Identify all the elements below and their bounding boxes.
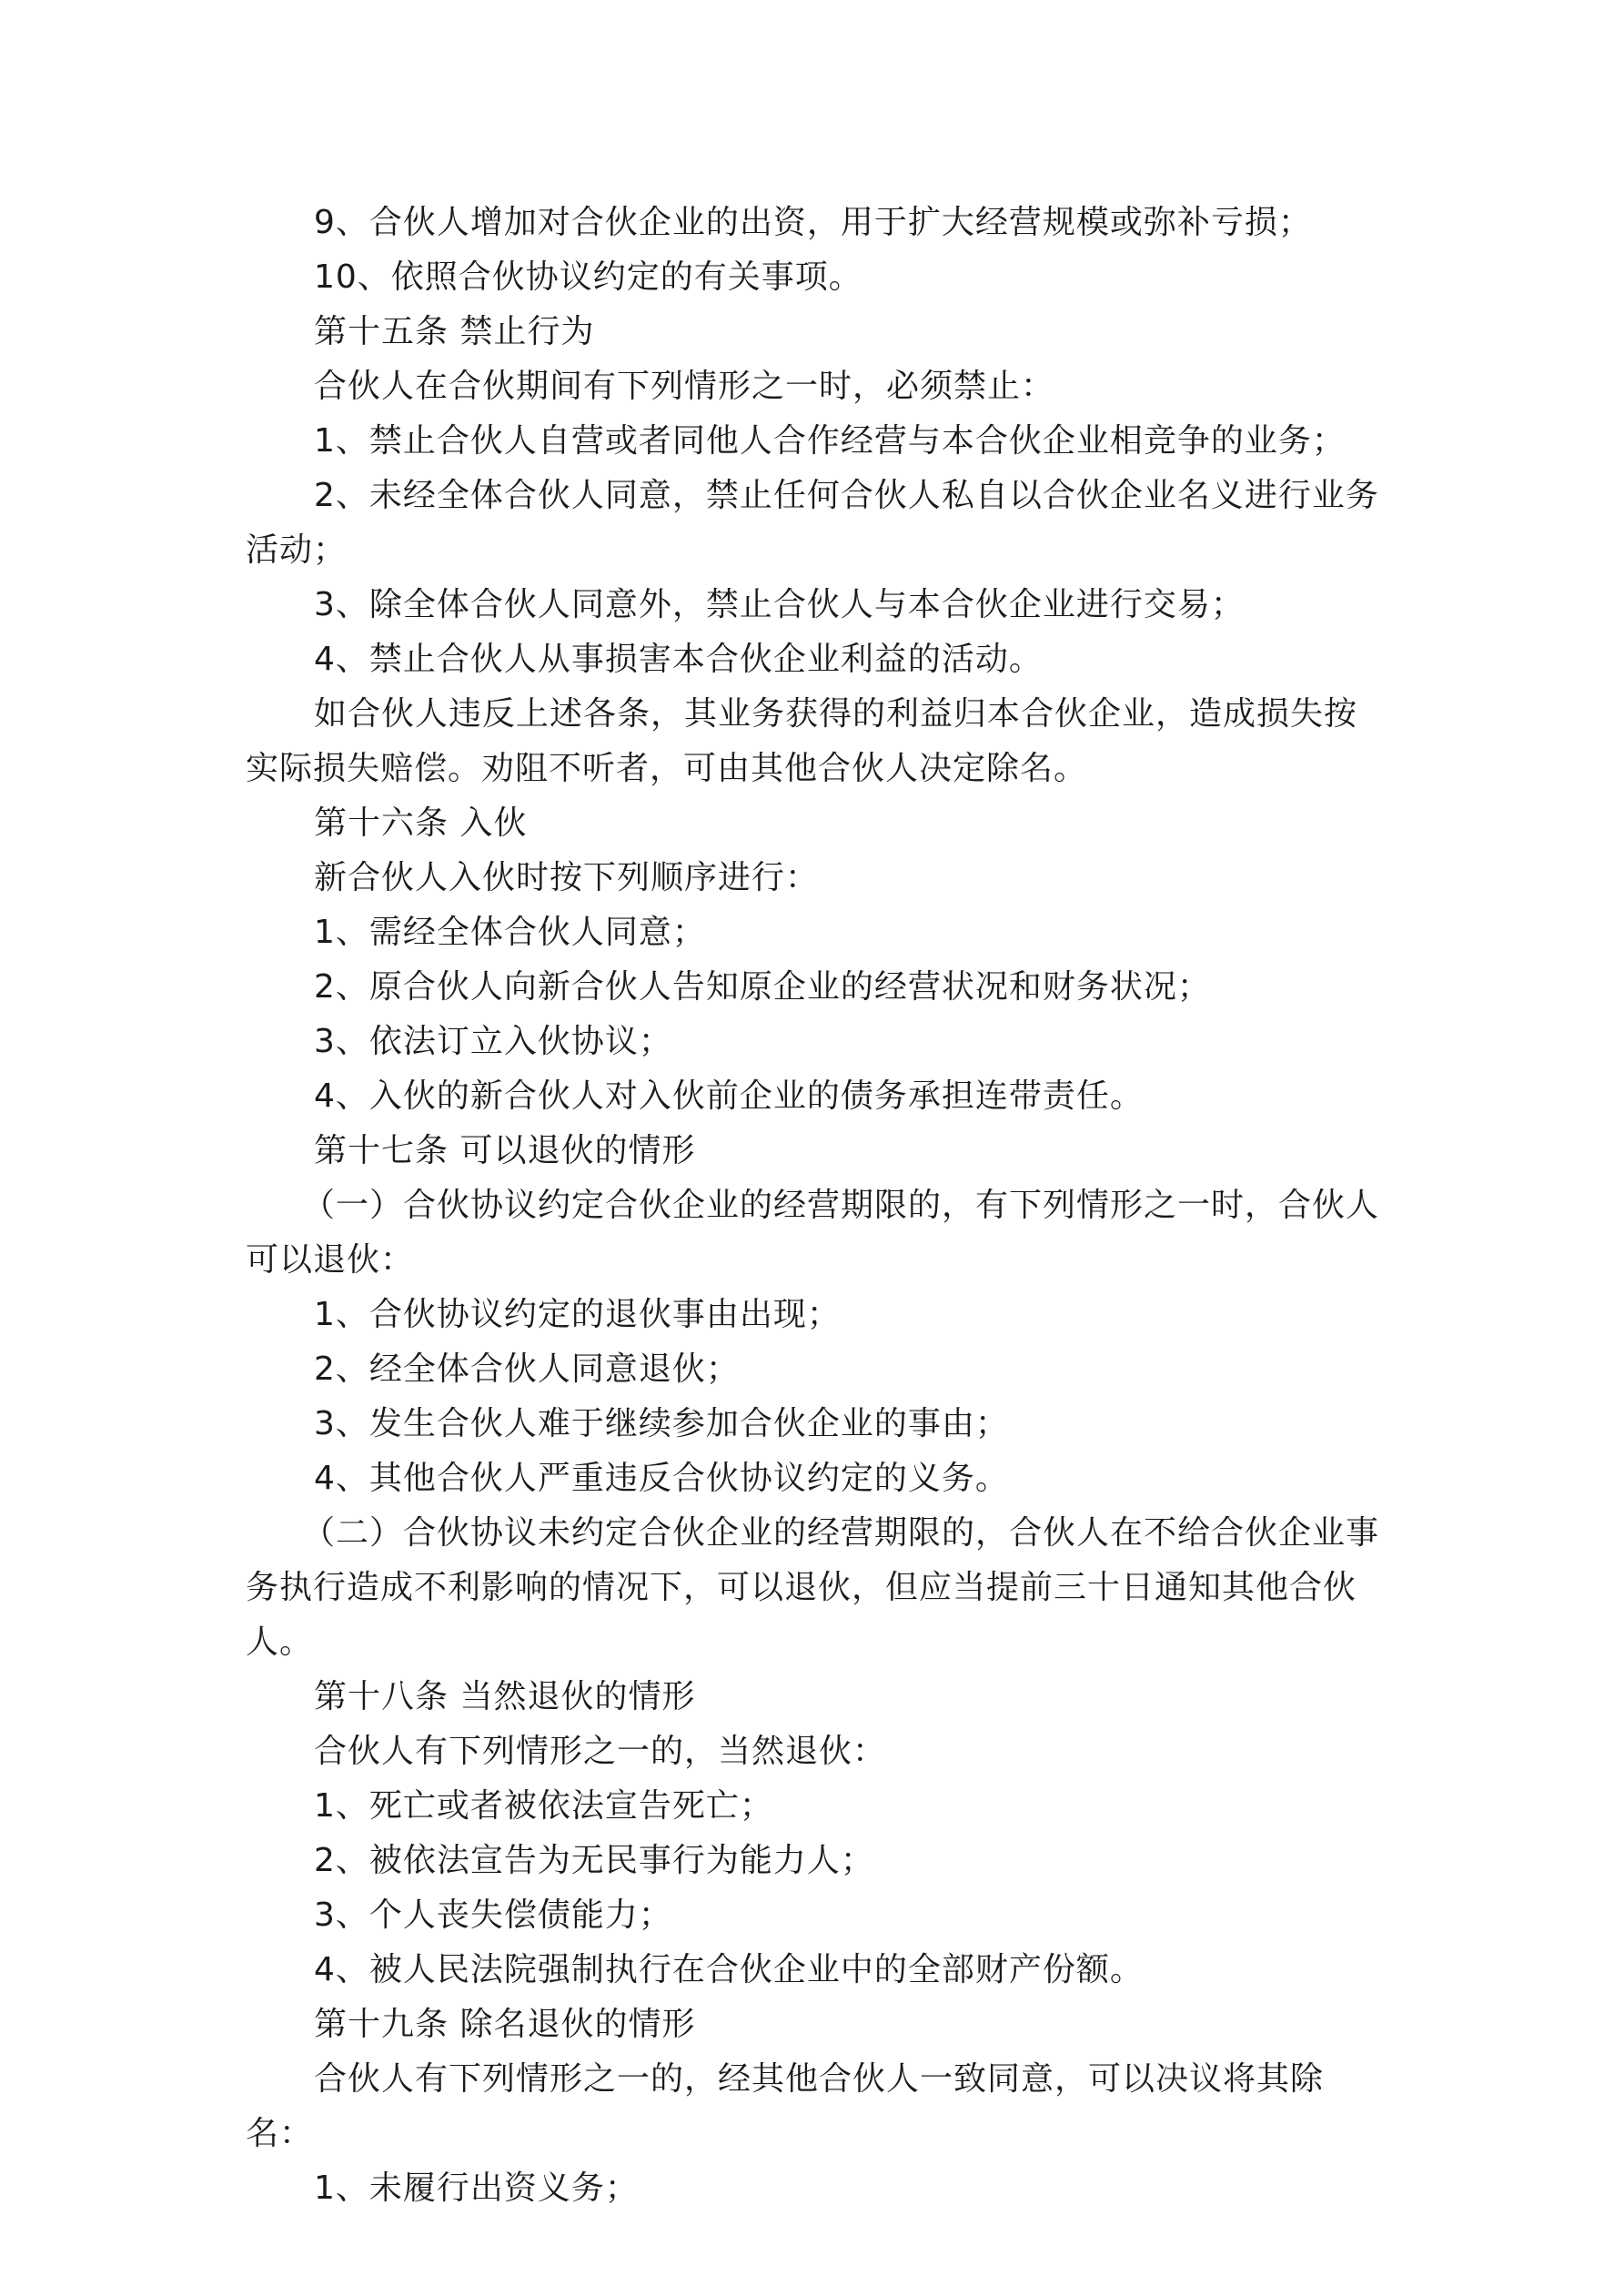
list-item: 2、经全体合伙人同意退伙； [314,1350,740,1388]
paragraph: （二）合伙协议未约定合伙企业的经营期限的，合伙人在不给合伙企业事务执行造成不利影响的情况下，可以退伙，但应当提前三十日通知其他合伙人。 [246,1514,1380,1661]
list-item: 4、被人民法院强制执行在合伙企业中的全部财产份额。 [314,1951,1144,1988]
paragraph: （一）合伙协议约定合伙企业的经营期限的，有下列情形之一时，合伙人可以退伙： [246,1187,1380,1279]
list-item: 3、除全体合伙人同意外，禁止合伙人与本合伙企业进行交易； [314,586,1245,623]
paragraph: 新合伙人入伙时按下列顺序进行： [314,859,820,896]
article-heading: 第十六条 入伙 [314,804,528,842]
list-item: 2、未经全体合伙人同意，禁止任何合伙人私自以合伙企业名义进行业务活动； [246,477,1379,569]
list-item: 1、禁止合伙人自营或者同他人合作经营与本合伙企业相竞争的业务； [314,422,1346,460]
list-item: 2、被依法宣告为无民事行为能力人； [314,1842,874,1879]
paragraph: 10、依照合伙协议约定的有关事项。 [314,258,862,296]
article-heading: 第十五条 禁止行为 [314,313,595,350]
list-item: 1、需经全体合伙人同意； [314,914,706,951]
list-item: 4、其他合伙人严重违反合伙协议约定的义务。 [314,1460,1009,1497]
paragraph: 9、合伙人增加对合伙企业的出资，用于扩大经营规模或弥补亏损； [314,204,1312,241]
list-item: 3、发生合伙人难于继续参加合伙企业的事由； [314,1405,1009,1442]
document-page [246,196,1387,2216]
paragraph: 合伙人在合伙期间有下列情形之一时，必须禁止： [314,368,1055,405]
article-heading: 第十八条 当然退伙的情形 [314,1678,696,1715]
list-item: 4、禁止合伙人从事损害本合伙企业利益的活动。 [314,641,1043,678]
article-heading: 第十九条 除名退伙的情形 [314,2006,696,2043]
list-item: 3、个人丧失偿债能力； [314,1896,672,1934]
article-heading: 第十七条 可以退伙的情形 [314,1132,696,1169]
list-item: 1、未履行出资义务； [314,2170,639,2207]
list-item: 3、依法订立入伙协议； [314,1023,672,1060]
list-item: 1、合伙协议约定的退伙事由出现； [314,1296,841,1333]
paragraph: 合伙人有下列情形之一的，当然退伙： [314,1733,887,1770]
paragraph: 合伙人有下列情形之一的，经其他合伙人一致同意，可以决议将其除名： [246,2060,1325,2152]
list-item: 2、原合伙人向新合伙人告知原企业的经营状况和财务状况； [314,968,1211,1006]
paragraph: 如合伙人违反上述各条，其业务获得的利益归本合伙企业，造成损失按实际损失赔偿。劝阻不听者，可由其他合伙人决定除名。 [246,695,1358,787]
list-item: 4、入伙的新合伙人对入伙前企业的债务承担连带责任。 [314,1077,1144,1115]
list-item: 1、死亡或者被依法宣告死亡； [314,1787,773,1825]
